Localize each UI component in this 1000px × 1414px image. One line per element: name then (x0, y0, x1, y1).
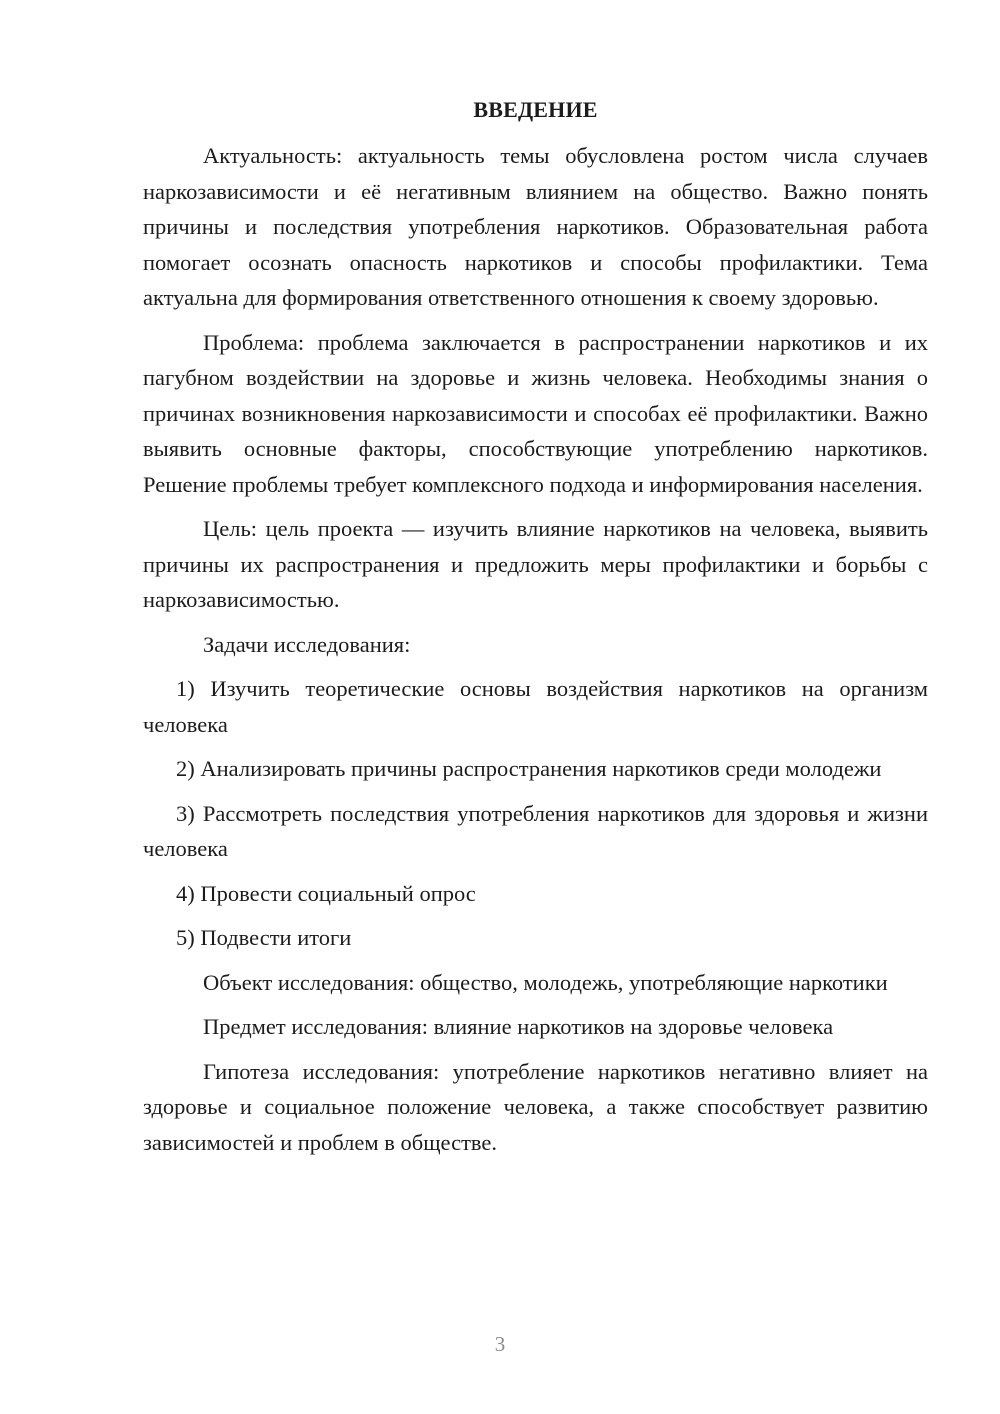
page-title: ВВЕДЕНИЕ (473, 97, 598, 122)
task-item: 5) Подвести итоги (176, 925, 352, 950)
task-item: 4) Провести социальный опрос (176, 880, 476, 906)
task-item: 2) Анализировать причины распространения наркотиков среди молодежи (176, 756, 882, 781)
page-number: 3 (494, 1332, 506, 1356)
hypothesis-paragraph: Гипотеза исследования: употребление наркотиков негативно влияет на здоровье и социальное положение человека, а также способствует развитию зависимостей и проблем в обществе. (143, 1058, 928, 1155)
goal-paragraph: Цель: цель проекта — изучить влияние наркотиков на человека, выявить причины их распространения и предложить меры профилактики и борьбы с наркозависимостью. (143, 516, 928, 612)
relevance-paragraph: Актуальность: актуальность темы обусловлена ростом числа случаев наркозависимости и её негативным влиянием на общество. Важно понять причины и последствия употребления наркотиков. Образовательная работа помогает осознать опасность наркотиков и способы профилактики. Тема актуальна для формирования ответственного отношения к своему здоровью. (143, 143, 928, 310)
subject-paragraph: Предмет исследования: влияние наркотиков на здоровье человека (203, 1014, 834, 1039)
problem-paragraph: Проблема: проблема заключается в распространении наркотиков и их пагубном воздействии на здоровье и жизнь человека. Необходимы знания о причинах возникновения наркозависимости и способах её профилактики. Важно выявить основные факторы, способствующие употреблению наркотиков. Решение проблемы требует комплексного подхода и информирования населения. (143, 329, 928, 497)
object-paragraph: Объект исследования: общество, молодежь, употребляющие наркотики (203, 969, 888, 995)
tasks-title: Задачи исследования: (203, 631, 411, 657)
document-page (143, 95, 928, 1169)
task-item: 3) Рассмотреть последствия употребления наркотиков для здоровья и жизни человека (143, 800, 928, 861)
task-item: 1) Изучить теоретические основы воздействия наркотиков на организм человека (143, 676, 928, 737)
